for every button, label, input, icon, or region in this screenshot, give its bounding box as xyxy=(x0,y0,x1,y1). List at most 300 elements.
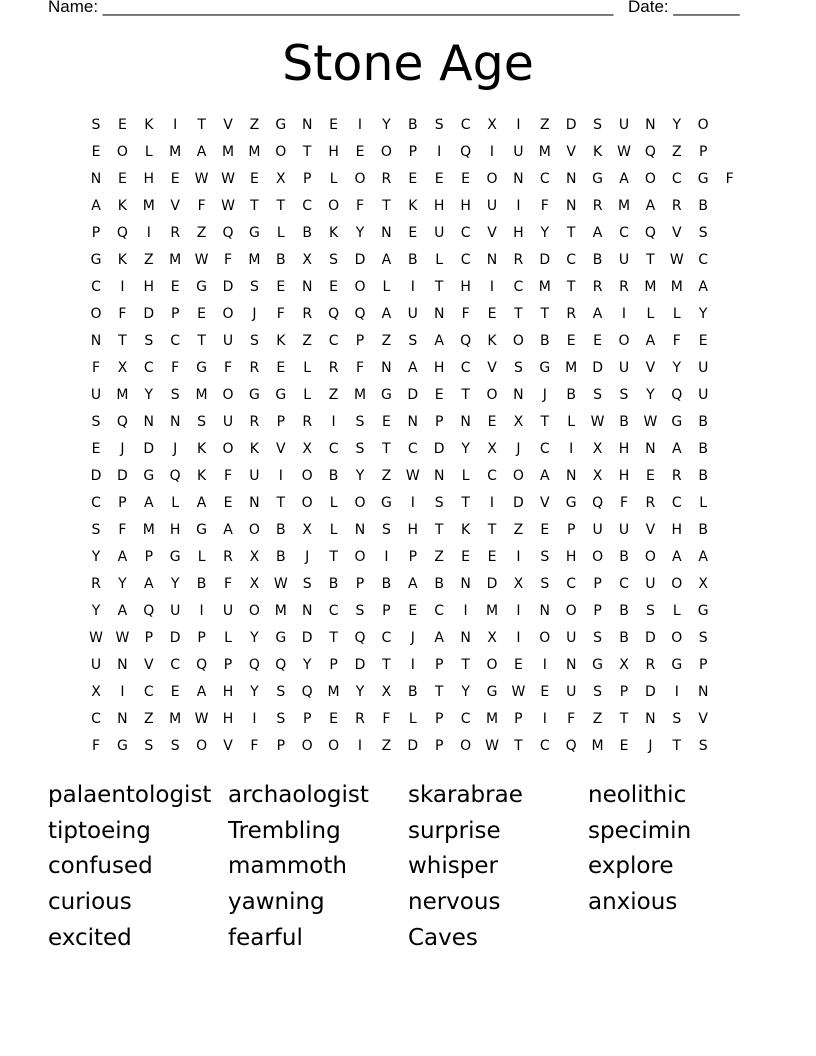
grid-cell: S xyxy=(593,117,603,133)
grid-cell: W xyxy=(511,684,526,700)
grid-cell: X xyxy=(698,576,708,592)
grid-cell: U xyxy=(434,225,445,241)
grid-cell: G xyxy=(275,630,287,646)
grid-cell: C xyxy=(460,225,471,241)
grid-cell: O xyxy=(354,279,366,295)
grid-cell: U xyxy=(407,306,418,322)
grid-cell: F xyxy=(355,198,365,214)
grid-cell: P xyxy=(302,171,312,187)
grid-cell: Z xyxy=(249,117,260,133)
grid-cell: U xyxy=(90,657,102,673)
grid-cell: N xyxy=(117,711,128,727)
grid-cell: G xyxy=(248,387,260,403)
grid-cell: P xyxy=(434,414,444,430)
grid-cell: B xyxy=(698,198,708,214)
grid-cell: L xyxy=(435,252,444,268)
grid-cell: N xyxy=(90,171,102,187)
grid-cell: E xyxy=(197,306,207,322)
grid-cell: K xyxy=(117,198,127,214)
grid-cell: Z xyxy=(381,738,392,754)
grid-cell: N xyxy=(460,414,471,430)
grid-cell: E xyxy=(329,279,339,295)
grid-cell: E xyxy=(540,522,550,538)
grid-cell: X xyxy=(619,657,629,673)
grid-cell: C xyxy=(619,225,629,241)
grid-cell: T xyxy=(329,630,338,646)
grid-cell: E xyxy=(434,387,444,403)
word-list-item: confused xyxy=(48,853,153,880)
grid-cell: S xyxy=(197,414,207,430)
grid-cell: T xyxy=(461,495,470,511)
grid-cell: R xyxy=(302,306,313,322)
grid-cell: Y xyxy=(250,630,259,646)
grid-cell: Z xyxy=(144,252,154,268)
grid-cell: N xyxy=(169,414,181,430)
grid-cell: V xyxy=(223,738,233,754)
grid-cell: H xyxy=(407,522,419,538)
grid-cell: Z xyxy=(144,711,154,727)
grid-cell: M xyxy=(591,738,604,754)
grid-cell: S xyxy=(619,387,629,403)
grid-cell: C xyxy=(302,198,313,214)
grid-cell: D xyxy=(407,387,419,403)
grid-cell: L xyxy=(303,387,312,403)
grid-cell: N xyxy=(513,387,524,403)
grid-cell: V xyxy=(672,225,682,241)
word-list-item: Caves xyxy=(408,924,478,951)
grid-cell: U xyxy=(170,603,181,619)
grid-cell: N xyxy=(645,117,656,133)
grid-cell: Q xyxy=(196,657,208,673)
grid-cell: L xyxy=(329,495,338,511)
grid-cell: E xyxy=(698,333,708,349)
grid-cell: O xyxy=(512,333,524,349)
grid-cell: L xyxy=(303,360,312,376)
grid-cell: L xyxy=(567,414,576,430)
grid-cell: Q xyxy=(644,225,656,241)
grid-cell: D xyxy=(354,657,366,673)
grid-cell: U xyxy=(566,630,577,646)
grid-cell: E xyxy=(645,468,655,484)
grid-cell: B xyxy=(566,387,576,403)
grid-cell: C xyxy=(91,711,101,727)
grid-cell: T xyxy=(672,738,682,754)
grid-cell: T xyxy=(514,306,523,322)
grid-cell: S xyxy=(355,603,365,619)
grid-cell: S xyxy=(593,387,603,403)
grid-cell: Q xyxy=(460,333,472,349)
grid-cell: R xyxy=(381,171,392,187)
grid-cell: T xyxy=(434,279,444,295)
grid-cell: H xyxy=(143,279,155,295)
grid-cell: C xyxy=(170,333,181,349)
word-list-item: excited xyxy=(48,924,132,951)
grid-cell: Y xyxy=(461,684,470,700)
grid-cell: O xyxy=(354,549,366,565)
grid-cell: K xyxy=(408,198,418,214)
grid-cell: R xyxy=(645,657,656,673)
grid-cell: Y xyxy=(355,684,365,700)
grid-cell: T xyxy=(434,684,444,700)
grid-cell: U xyxy=(249,468,260,484)
grid-cell: N xyxy=(565,198,577,214)
grid-cell: V xyxy=(170,198,180,214)
grid-cell: Y xyxy=(461,441,470,457)
grid-cell: R xyxy=(566,306,577,322)
grid-cell: K xyxy=(487,333,497,349)
grid-cell: F xyxy=(276,306,285,322)
grid-cell: N xyxy=(381,225,392,241)
grid-cell: C xyxy=(539,738,550,754)
grid-cell: E xyxy=(329,711,339,727)
grid-cell: T xyxy=(646,252,655,268)
grid-cell: E xyxy=(619,738,629,754)
grid-cell: G xyxy=(592,171,604,187)
grid-cell: E xyxy=(593,333,603,349)
grid-cell: O xyxy=(301,495,313,511)
grid-cell: C xyxy=(434,603,445,619)
grid-cell: D xyxy=(117,468,128,484)
grid-cell: P xyxy=(329,657,338,673)
word-list-item: yawning xyxy=(228,889,325,916)
grid-cell: E xyxy=(170,684,180,700)
grid-cell: V xyxy=(698,711,708,727)
grid-cell: O xyxy=(116,144,128,160)
grid-cell: I xyxy=(516,603,521,619)
grid-cell: M xyxy=(169,144,182,160)
grid-cell: N xyxy=(697,684,709,700)
grid-cell: R xyxy=(302,414,313,430)
grid-cell: O xyxy=(354,495,366,511)
grid-cell: Z xyxy=(302,333,312,349)
grid-cell: J xyxy=(173,441,178,457)
grid-cell: M xyxy=(274,603,287,619)
grid-cell: T xyxy=(461,387,470,403)
grid-cell: A xyxy=(196,144,207,160)
grid-cell: A xyxy=(408,360,418,376)
grid-cell: A xyxy=(144,576,154,592)
grid-cell: S xyxy=(645,603,655,619)
grid-cell: A xyxy=(196,495,207,511)
grid-cell: E xyxy=(355,144,365,160)
grid-cell: K xyxy=(197,468,207,484)
grid-cell: S xyxy=(408,333,418,349)
grid-cell: O xyxy=(301,738,313,754)
grid-cell: O xyxy=(697,117,709,133)
grid-cell: B xyxy=(619,603,629,619)
grid-cell: T xyxy=(250,198,259,214)
grid-cell: T xyxy=(197,333,206,349)
grid-cell: E xyxy=(91,144,101,160)
grid-cell: V xyxy=(223,117,233,133)
grid-cell: X xyxy=(513,414,524,430)
grid-cell: E xyxy=(513,657,523,673)
grid-cell: Y xyxy=(144,387,154,403)
grid-cell: F xyxy=(223,252,233,268)
grid-cell: W xyxy=(669,252,684,268)
grid-cell: N xyxy=(301,117,313,133)
grid-cell: B xyxy=(619,630,629,646)
grid-cell: U xyxy=(618,117,630,133)
grid-cell: I xyxy=(278,468,283,484)
grid-cell: F xyxy=(725,171,734,187)
grid-cell: G xyxy=(116,738,128,754)
grid-cell: P xyxy=(355,333,365,349)
grid-cell: I xyxy=(357,117,363,133)
grid-cell: P xyxy=(382,603,391,619)
grid-cell: F xyxy=(672,333,681,349)
grid-cell: E xyxy=(434,171,444,187)
grid-cell: F xyxy=(91,360,101,376)
grid-cell: T xyxy=(302,144,312,160)
grid-cell: H xyxy=(460,198,471,214)
grid-cell: E xyxy=(408,225,418,241)
grid-cell: T xyxy=(540,414,550,430)
grid-cell: S xyxy=(91,117,101,133)
grid-cell: G xyxy=(275,117,287,133)
grid-cell: T xyxy=(382,198,391,214)
grid-cell: S xyxy=(672,711,682,727)
grid-cell: O xyxy=(380,144,392,160)
grid-cell: M xyxy=(116,387,129,403)
grid-cell: O xyxy=(248,603,260,619)
grid-cell: E xyxy=(408,603,418,619)
grid-cell: E xyxy=(329,117,339,133)
grid-cell: I xyxy=(516,117,521,133)
grid-cell: S xyxy=(434,495,444,511)
grid-cell: P xyxy=(144,549,154,565)
grid-cell: J xyxy=(516,441,521,457)
word-list-item: mammoth xyxy=(228,853,347,880)
grid-cell: Z xyxy=(434,549,444,565)
grid-cell: I xyxy=(252,711,257,727)
grid-cell: C xyxy=(539,171,550,187)
grid-cell: B xyxy=(407,684,418,700)
grid-cell: I xyxy=(569,441,574,457)
grid-cell: L xyxy=(382,279,391,295)
grid-cell: S xyxy=(91,414,101,430)
grid-cell: A xyxy=(144,495,154,511)
grid-cell: N xyxy=(407,414,419,430)
grid-cell: S xyxy=(698,225,708,241)
grid-cell: X xyxy=(302,252,312,268)
grid-cell: H xyxy=(222,711,234,727)
grid-cell: M xyxy=(644,279,657,295)
grid-cell: E xyxy=(170,279,180,295)
grid-cell: E xyxy=(381,414,391,430)
grid-cell: I xyxy=(437,144,442,160)
grid-cell: F xyxy=(461,306,470,322)
word-list-item: fearful xyxy=(228,924,303,951)
grid-cell: N xyxy=(381,360,392,376)
grid-cell: R xyxy=(223,549,233,565)
grid-cell: A xyxy=(434,630,444,646)
word-list-item: tiptoeing xyxy=(48,817,151,844)
grid-cell: U xyxy=(222,603,234,619)
grid-cell: D xyxy=(433,441,445,457)
grid-cell: B xyxy=(275,252,286,268)
grid-cell: A xyxy=(698,279,708,295)
grid-cell: Y xyxy=(672,360,682,376)
grid-cell: L xyxy=(672,306,681,322)
grid-cell: P xyxy=(619,684,629,700)
grid-cell: R xyxy=(592,198,603,214)
grid-cell: R xyxy=(592,279,603,295)
grid-cell: A xyxy=(117,549,128,565)
grid-cell: X xyxy=(487,630,497,646)
grid-cell: N xyxy=(460,630,471,646)
grid-cell: Q xyxy=(328,306,340,322)
grid-cell: A xyxy=(381,306,392,322)
grid-cell: X xyxy=(91,684,101,700)
grid-cell: L xyxy=(197,549,206,565)
grid-cell: C xyxy=(143,684,154,700)
grid-cell: Y xyxy=(355,225,365,241)
grid-cell: R xyxy=(91,576,101,592)
grid-cell: B xyxy=(592,252,603,268)
grid-cell: Y xyxy=(118,576,127,592)
grid-cell: T xyxy=(197,117,206,133)
grid-cell: H xyxy=(169,522,181,538)
grid-cell: G xyxy=(592,657,604,673)
grid-cell: L xyxy=(646,306,655,322)
grid-cell: I xyxy=(384,549,389,565)
grid-cell: G xyxy=(697,171,709,187)
grid-cell: M xyxy=(248,144,261,160)
grid-cell: A xyxy=(434,333,444,349)
grid-cell: D xyxy=(143,306,155,322)
grid-cell: C xyxy=(671,171,682,187)
grid-cell: F xyxy=(118,522,127,538)
grid-cell: N xyxy=(249,495,260,511)
grid-cell: E xyxy=(408,171,418,187)
grid-cell: C xyxy=(91,495,101,511)
grid-cell: H xyxy=(618,468,630,484)
grid-cell: Z xyxy=(513,522,524,538)
grid-cell: C xyxy=(698,252,709,268)
grid-cell: H xyxy=(433,360,445,376)
grid-cell: Z xyxy=(592,711,603,727)
grid-cell: Q xyxy=(460,144,472,160)
grid-cell: F xyxy=(91,738,101,754)
grid-cell: O xyxy=(301,468,313,484)
grid-cell: B xyxy=(275,549,286,565)
grid-cell: I xyxy=(357,738,363,754)
grid-cell: O xyxy=(90,306,102,322)
grid-cell: D xyxy=(169,630,181,646)
grid-cell: K xyxy=(461,522,471,538)
grid-cell: N xyxy=(143,414,155,430)
grid-cell: R xyxy=(619,279,629,295)
grid-cell: G xyxy=(143,468,155,484)
grid-cell: H xyxy=(222,684,234,700)
grid-cell: T xyxy=(276,198,286,214)
grid-cell: T xyxy=(619,711,629,727)
grid-cell: C xyxy=(619,576,629,592)
grid-cell: M xyxy=(538,144,551,160)
grid-cell: S xyxy=(593,684,603,700)
grid-cell: B xyxy=(619,549,629,565)
grid-cell: B xyxy=(698,468,708,484)
grid-cell: C xyxy=(170,657,181,673)
grid-cell: V xyxy=(487,225,497,241)
grid-cell: S xyxy=(91,522,101,538)
grid-cell: L xyxy=(224,630,232,646)
grid-cell: T xyxy=(382,441,391,457)
grid-cell: O xyxy=(196,738,208,754)
grid-cell: K xyxy=(197,441,207,457)
grid-cell: E xyxy=(249,171,259,187)
word-list-item: surprise xyxy=(408,817,501,844)
grid-cell: Z xyxy=(540,117,550,133)
grid-cell: Z xyxy=(328,387,339,403)
grid-cell: A xyxy=(196,684,207,700)
word-list-item: whisper xyxy=(408,853,498,880)
grid-cell: O xyxy=(486,387,498,403)
grid-cell: D xyxy=(565,117,577,133)
grid-cell: S xyxy=(144,333,154,349)
grid-cell: F xyxy=(223,576,233,592)
grid-cell: Q xyxy=(671,387,683,403)
grid-cell: G xyxy=(275,387,287,403)
grid-cell: C xyxy=(381,630,392,646)
grid-cell: S xyxy=(276,684,286,700)
grid-cell: G xyxy=(196,360,208,376)
grid-cell: P xyxy=(566,522,576,538)
grid-cell: D xyxy=(407,738,419,754)
grid-cell: P xyxy=(170,306,180,322)
grid-cell: P xyxy=(276,738,286,754)
word-list-item: palaentologist xyxy=(48,782,212,808)
grid-cell: X xyxy=(117,360,128,376)
grid-cell: C xyxy=(328,333,339,349)
grid-cell: G xyxy=(671,657,683,673)
word-list-item: Trembling xyxy=(228,817,341,844)
word-list xyxy=(48,778,768,958)
grid-cell: Y xyxy=(382,117,391,133)
grid-cell: O xyxy=(275,144,287,160)
grid-cell: O xyxy=(486,171,498,187)
grid-cell: B xyxy=(698,522,708,538)
grid-cell: A xyxy=(619,171,629,187)
grid-cell: W xyxy=(590,414,605,430)
grid-cell: W xyxy=(405,468,420,484)
grid-cell: N xyxy=(117,657,128,673)
grid-cell: A xyxy=(408,576,418,592)
grid-cell: T xyxy=(118,333,127,349)
grid-cell: O xyxy=(671,576,683,592)
grid-cell: V xyxy=(540,495,550,511)
grid-cell: V xyxy=(645,522,656,538)
grid-cell: R xyxy=(249,414,260,430)
grid-cell: N xyxy=(539,603,551,619)
grid-cell: C xyxy=(91,279,101,295)
grid-cell: O xyxy=(222,441,234,457)
grid-cell: X xyxy=(249,549,260,565)
grid-cell: J xyxy=(410,630,415,646)
grid-cell: O xyxy=(460,738,472,754)
grid-cell: Q xyxy=(116,414,128,430)
grid-cell: X xyxy=(513,576,524,592)
grid-cell: X xyxy=(302,522,312,538)
grid-cell: U xyxy=(618,252,630,268)
grid-cell: Q xyxy=(275,657,287,673)
grid-cell: C xyxy=(513,279,524,295)
grid-cell: Q xyxy=(143,603,155,619)
grid-cell: E xyxy=(487,414,497,430)
grid-cell: O xyxy=(248,522,260,538)
grid-cell: A xyxy=(381,252,392,268)
